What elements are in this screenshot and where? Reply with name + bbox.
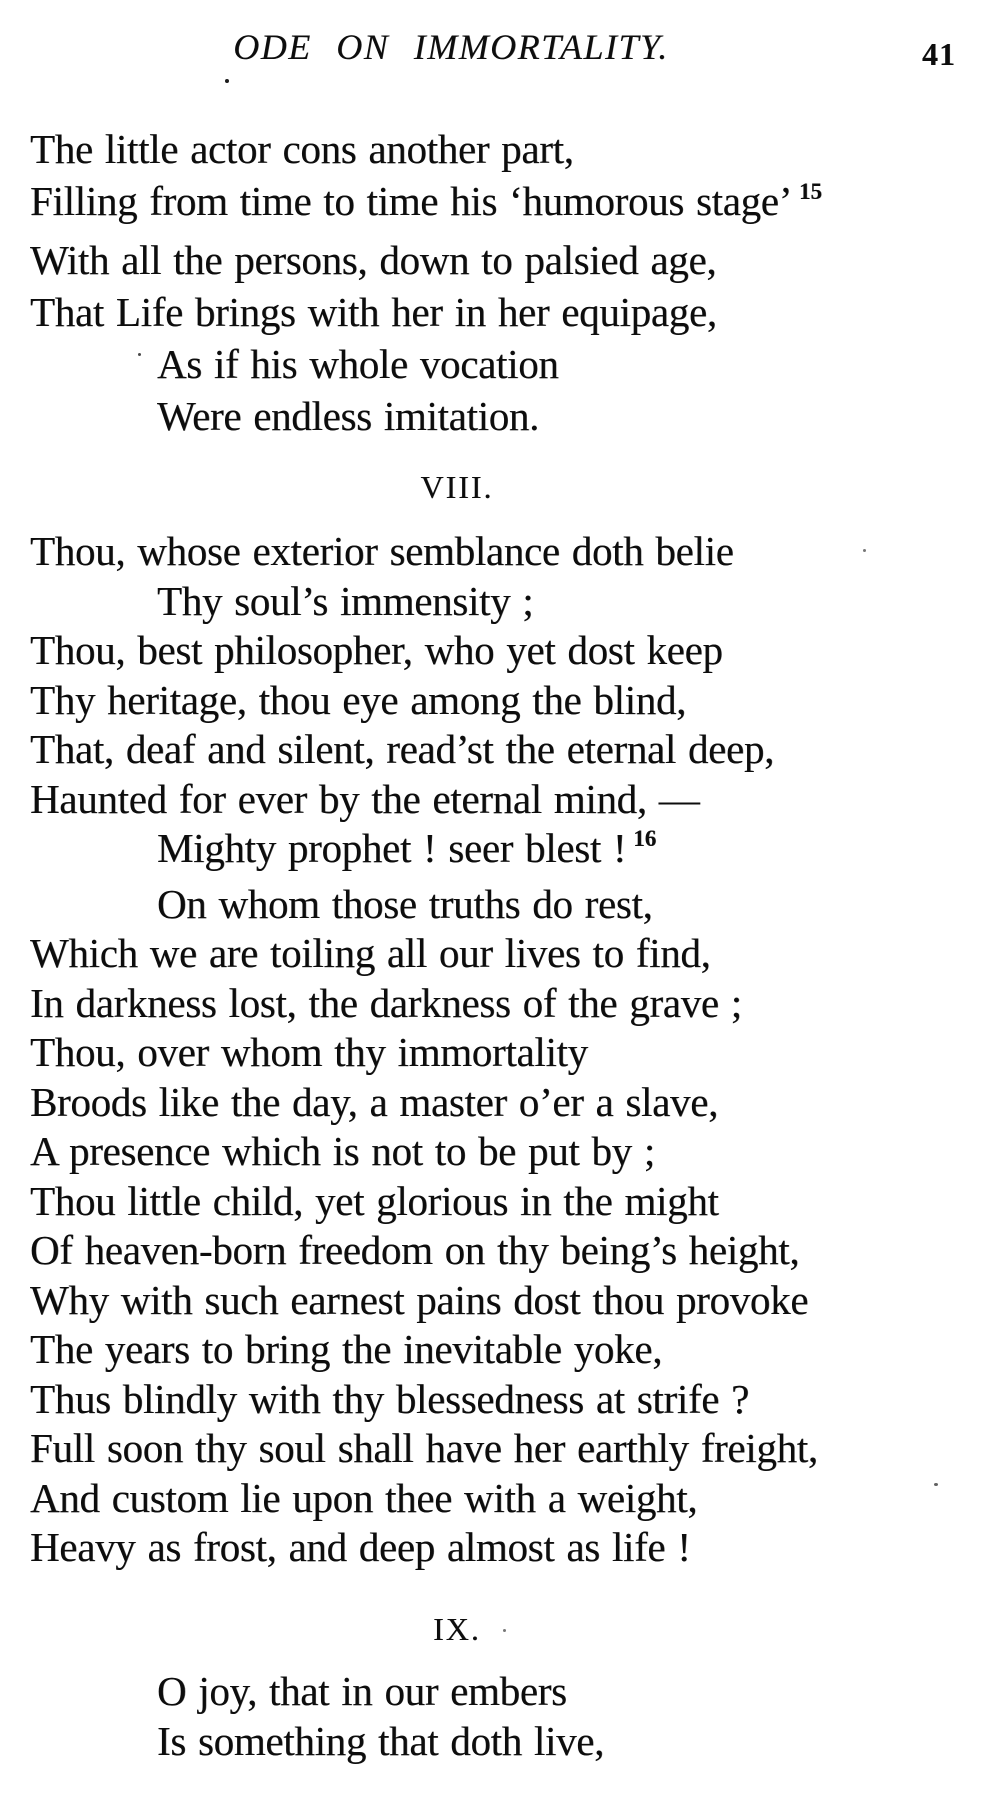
poem-line: O joy, that in our embers [157,1668,567,1714]
running-title: ODE ON IMMORTALITY. [233,27,669,67]
poem-line: Is something that doth live, [157,1718,605,1764]
scan-speck [225,79,229,83]
poem-line: As if his whole vocation [157,341,559,387]
poem-line: Haunted for ever by the eternal mind, — [30,775,700,822]
poem-line: Heavy as frost, and deep almost as life ! [30,1524,691,1570]
stanza-ix [30,1666,990,1766]
stanza-number-viii: VIII. [420,469,494,505]
poem-line: Thou, whose exterior semblance doth belie [30,528,734,574]
poem-line: Thus blindly with thy blessedness at strife ? [30,1375,750,1422]
poem-line: Thou, over whom thy immortality [30,1029,588,1075]
poem-line: The little actor cons another part, [30,126,574,172]
poem-line: Thy heritage, thou eye among the blind, [30,676,687,723]
footnote-reference: 15 [799,179,823,204]
poem-line: That, deaf and silent, read’st the eternal deep, [30,726,775,772]
poem-line: Of heaven-born freedom on thy being’s height, [30,1227,800,1273]
poem-line [30,824,990,880]
poem-line: A presence which is not to be put by ; [30,1128,655,1174]
poem-line: The years to bring the inevitable yoke, [30,1326,663,1372]
poem-line: In darkness lost, the darkness of the grave ; [30,979,742,1026]
poem-line-text: Mighty prophet ! seer blest ! [157,825,627,871]
poem-line: Why with such earnest pains dost thou provoke [30,1276,809,1323]
poem-line: Thou, best philosopher, who yet dost keep [30,627,723,673]
stanza-number-ix: IX. [433,1611,481,1647]
poem-line-text: Filling from time to time his ‘humorous stage’ [30,178,793,224]
poem-line [30,175,990,234]
poem-line: Broods like the day, a master o’er a slave, [30,1078,719,1125]
poem-line: Thy soul’s immensity ; [157,577,534,624]
footnote-reference: 16 [633,826,657,851]
poem-line: Which we are toiling all our lives to find, [30,930,711,976]
poem-line: On whom those truths do rest, [157,880,653,927]
stanza-vii [30,123,990,442]
poem-line: Full soon thy soul shall have her earthly freight, [30,1425,818,1471]
poem-line: Were endless imitation. [157,393,540,439]
poem-line: And custom lie upon thee with a weight, [30,1474,698,1521]
poem-line: With all the persons, down to palsied age, [30,237,717,283]
page-number: 41 [922,36,956,72]
stanza-viii [30,527,990,1573]
poem-line: Thou little child, yet glorious in the might [30,1177,719,1224]
poem-line: That Life brings with her in her equipage, [30,289,717,335]
